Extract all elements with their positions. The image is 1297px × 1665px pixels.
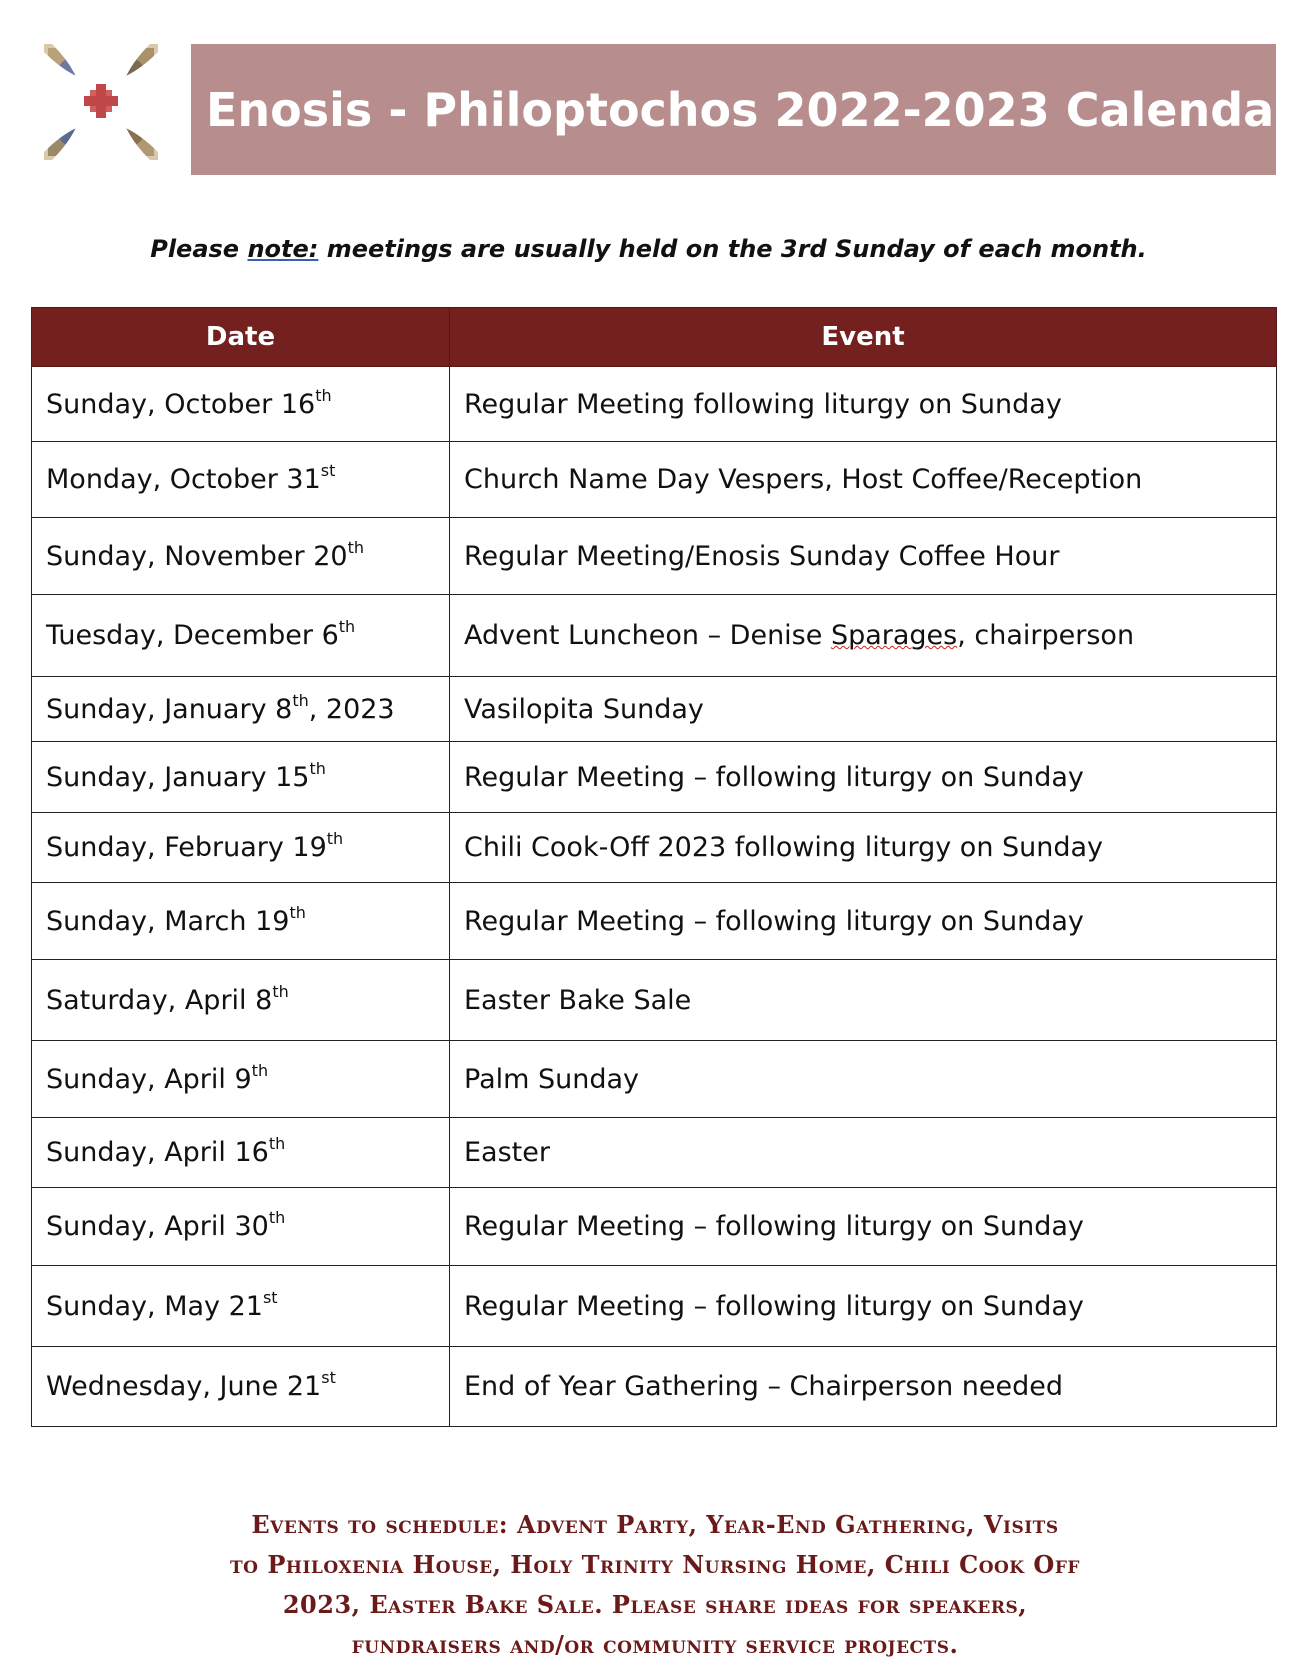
table-row bbox=[32, 883, 1277, 960]
calendar-table bbox=[31, 307, 1277, 1427]
table-row bbox=[32, 742, 1277, 813]
table-row bbox=[32, 960, 1277, 1041]
note-text: meetings are usually held on the 3rd Sunday of each month. bbox=[318, 235, 1147, 263]
church-logo-icon bbox=[44, 44, 158, 160]
table-row bbox=[32, 442, 1277, 518]
event-cell: Regular Meeting – following liturgy on Sunday bbox=[450, 1188, 1277, 1266]
table-row bbox=[32, 1266, 1277, 1347]
event-cell: Church Name Day Vespers, Host Coffee/Reception bbox=[450, 442, 1277, 518]
event-cell: Regular Meeting – following liturgy on Sunday bbox=[450, 1266, 1277, 1347]
table-row bbox=[32, 1347, 1277, 1427]
date-cell: Sunday, April 30th bbox=[32, 1188, 450, 1266]
date-cell: Sunday, January 15th bbox=[32, 742, 450, 813]
table-row bbox=[32, 677, 1277, 742]
event-cell: Regular Meeting – following liturgy on Sunday bbox=[450, 883, 1277, 960]
column-header-event: Event bbox=[450, 308, 1277, 367]
event-cell: Regular Meeting/Enosis Sunday Coffee Hour bbox=[450, 518, 1277, 595]
date-cell: Sunday, January 8th, 2023 bbox=[32, 677, 450, 742]
event-cell: Vasilopita Sunday bbox=[450, 677, 1277, 742]
event-cell: Chili Cook-Off 2023 following liturgy on Sunday bbox=[450, 813, 1277, 883]
event-cell: Easter Bake Sale bbox=[450, 960, 1277, 1041]
misspelled-word: Sparages bbox=[830, 620, 958, 651]
table-header-row bbox=[32, 308, 1277, 367]
footer-line: 2023, Easter Bake Sale. Please share ideas for speakers, bbox=[282, 1590, 1028, 1619]
table-row bbox=[32, 367, 1277, 442]
date-cell: Sunday, November 20th bbox=[32, 518, 450, 595]
footer-line: to Philoxenia House, Holy Trinity Nursing Home, Chili Cook Off bbox=[230, 1550, 1080, 1579]
meeting-note bbox=[0, 235, 1297, 263]
event-cell: Regular Meeting following liturgy on Sunday bbox=[450, 367, 1277, 442]
event-cell: Easter bbox=[450, 1118, 1277, 1188]
table-row bbox=[32, 1188, 1277, 1266]
date-cell: Monday, October 31st bbox=[32, 442, 450, 518]
date-cell: Sunday, February 19th bbox=[32, 813, 450, 883]
date-cell: Wednesday, June 21st bbox=[32, 1347, 450, 1427]
note-underlined-word: note: bbox=[247, 235, 319, 263]
event-cell: Palm Sunday bbox=[450, 1041, 1277, 1118]
page-title: Enosis - Philoptochos 2022-2023 Calendar bbox=[206, 82, 1297, 137]
event-cell: Advent Luncheon – Denise Sparages, chairperson bbox=[450, 595, 1277, 677]
date-cell: Tuesday, December 6th bbox=[32, 595, 450, 677]
event-cell: Regular Meeting – following liturgy on Sunday bbox=[450, 742, 1277, 813]
event-cell: End of Year Gathering – Chairperson needed bbox=[450, 1347, 1277, 1427]
date-cell: Sunday, April 9th bbox=[32, 1041, 450, 1118]
note-prefix: Please bbox=[150, 235, 248, 263]
column-header-date: Date bbox=[32, 308, 450, 367]
events-to-schedule-footer bbox=[60, 1505, 1250, 1665]
footer-line: fundraisers and/or community service projects. bbox=[351, 1630, 959, 1659]
date-cell: Sunday, May 21st bbox=[32, 1266, 450, 1347]
table-row bbox=[32, 518, 1277, 595]
date-cell: Sunday, March 19th bbox=[32, 883, 450, 960]
table-row bbox=[32, 595, 1277, 677]
table-row bbox=[32, 1041, 1277, 1118]
title-banner bbox=[191, 44, 1297, 175]
footer-line: Events to schedule: Advent Party, Year-End Gathering, Visits bbox=[251, 1510, 1059, 1539]
table-row bbox=[32, 1118, 1277, 1188]
table-row bbox=[32, 813, 1277, 883]
date-cell: Saturday, April 8th bbox=[32, 960, 450, 1041]
date-cell: Sunday, April 16th bbox=[32, 1118, 450, 1188]
date-cell: Sunday, October 16th bbox=[32, 367, 450, 442]
